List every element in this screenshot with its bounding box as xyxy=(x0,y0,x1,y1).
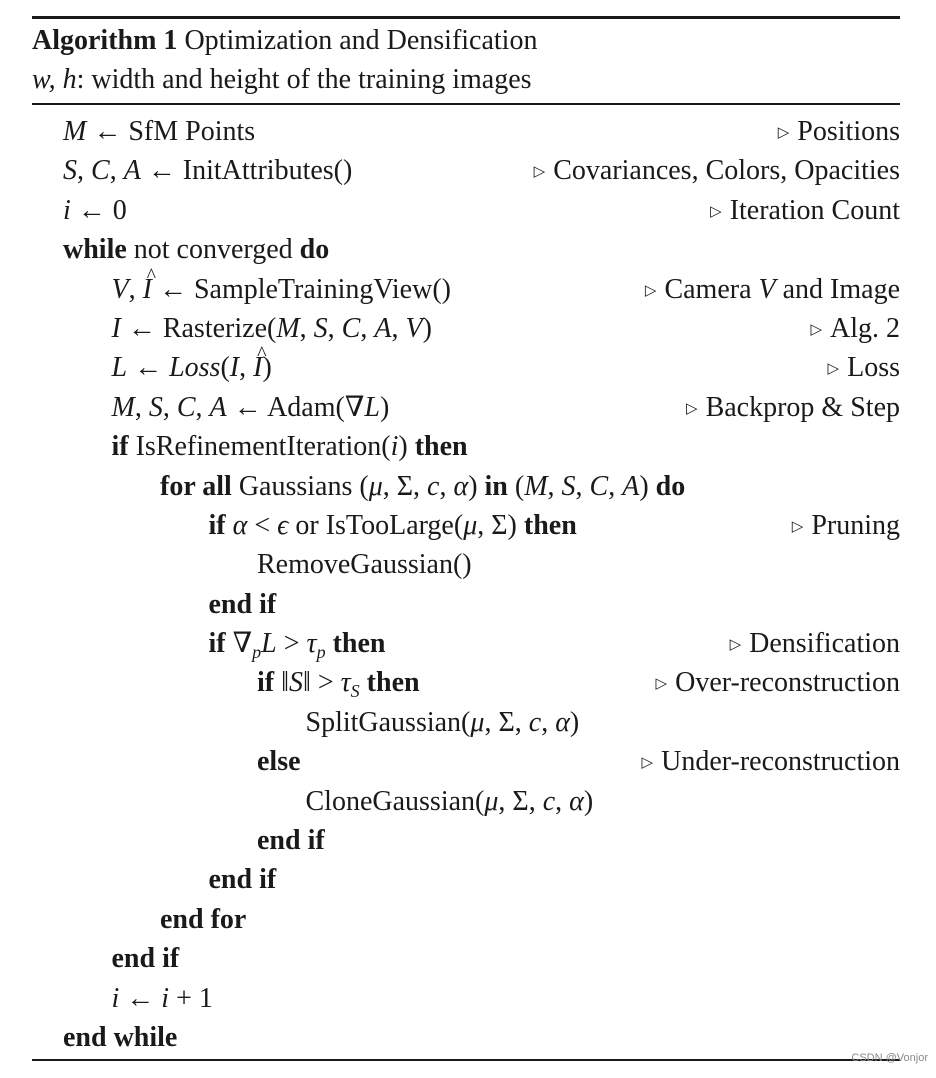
header-rule xyxy=(32,103,900,105)
line-code: end if xyxy=(257,825,325,857)
comment-triangle-icon: ▷ xyxy=(810,321,822,338)
algorithm-label: Algorithm 1 xyxy=(32,25,178,56)
line-code: if ‖S‖ > $\tau_S$ then xyxy=(257,667,420,702)
line-comment xyxy=(656,665,900,702)
algorithm-line xyxy=(0,193,900,232)
line-code: I ← Rasterize(M, S, C, A, V) xyxy=(111,312,432,344)
line-code: else xyxy=(257,746,301,778)
line-code: CloneGaussian(μ, Σ, c, α) xyxy=(305,785,594,817)
comment-text: Alg. 2 xyxy=(830,312,900,344)
line-comment xyxy=(642,744,900,781)
algorithm-line xyxy=(0,823,900,862)
line-comment xyxy=(710,193,900,230)
comment-text: Pruning xyxy=(811,509,900,541)
algorithm-line xyxy=(0,981,900,1020)
algorithm-line xyxy=(0,1020,900,1059)
line-comment xyxy=(686,390,900,427)
comment-triangle-icon: ▷ xyxy=(686,400,698,417)
comment-text: Loss xyxy=(847,352,900,384)
comment-triangle-icon: ▷ xyxy=(655,676,668,693)
line-comment xyxy=(730,626,900,663)
line-code: while not converged do xyxy=(63,234,330,266)
algorithm-line xyxy=(0,311,900,350)
line-code: end while xyxy=(63,1021,178,1053)
algorithm-line xyxy=(0,469,900,508)
line-code: if $\nabla_pL > \tau_p$ then xyxy=(208,628,386,663)
line-code: L ← Loss(I, ^ I) xyxy=(112,350,272,386)
comment-triangle-icon: ▷ xyxy=(533,164,546,181)
algorithm-line xyxy=(0,902,900,941)
line-comment xyxy=(792,508,900,545)
algorithm-line xyxy=(0,232,900,271)
algorithm-line xyxy=(0,705,900,744)
algorithm-line xyxy=(0,350,900,389)
algorithm-line xyxy=(0,429,900,468)
line-code: if α < ϵ or IsTooLarge(μ, Σ) then xyxy=(208,509,577,541)
line-code: i ← i + 1 xyxy=(111,982,213,1014)
comment-text: Under-reconstruction xyxy=(661,746,900,778)
line-comment xyxy=(778,114,900,151)
line-code: end for xyxy=(160,903,247,935)
algorithm-line xyxy=(0,941,900,980)
watermark: CSDN @Vonjor xyxy=(851,1052,928,1064)
top-rule xyxy=(32,16,900,19)
comment-text: Backprop & Step xyxy=(705,391,900,423)
algorithm-line xyxy=(0,862,900,901)
subtitle-variables: w, h xyxy=(32,64,77,95)
algorithm-line xyxy=(0,665,900,704)
line-code: i ← 0 xyxy=(63,194,127,226)
line-code: M ← SfM Points xyxy=(63,116,256,147)
comment-triangle-icon: ▷ xyxy=(729,637,742,654)
line-code: if IsRefinementIteration(i) then xyxy=(111,431,468,463)
line-comment xyxy=(828,350,900,387)
comment-text: Positions xyxy=(797,116,900,147)
algorithm-line xyxy=(0,153,900,192)
comment-triangle-icon: ▷ xyxy=(791,518,804,535)
comment-triangle-icon: ▷ xyxy=(827,361,840,378)
algorithm-line xyxy=(0,508,900,547)
algorithm-line xyxy=(0,784,900,823)
line-code: RemoveGaussian() xyxy=(257,549,472,581)
comment-text: Covariances, Colors, Opacities xyxy=(553,155,900,187)
algorithm-body xyxy=(0,114,900,1059)
algorithm-title: Optimization and Densification xyxy=(184,25,538,56)
algorithm-subtitle xyxy=(32,63,532,97)
comment-triangle-icon: ▷ xyxy=(641,755,654,772)
algorithm-line xyxy=(0,390,900,429)
bottom-rule xyxy=(32,1059,900,1061)
algorithm-caption xyxy=(32,24,537,58)
subtitle-text: : width and height of the training images xyxy=(76,64,532,95)
comment-text: Densification xyxy=(749,628,900,660)
comment-triangle-icon: ▷ xyxy=(777,125,790,141)
algorithm-line xyxy=(0,272,900,311)
algorithm-line xyxy=(0,547,900,586)
line-code: S, C, A ← InitAttributes() xyxy=(63,155,353,187)
line-code: V, ^ I ← SampleTrainingView() xyxy=(112,272,451,308)
line-code: M, S, C, A ← Adam(∇L) xyxy=(111,391,390,423)
comment-triangle-icon: ▷ xyxy=(644,282,657,299)
algorithm-line xyxy=(0,744,900,783)
line-code: for all Gaussians (μ, Σ, c, α) in (M, S, C, A) do xyxy=(160,470,686,502)
line-code: SplitGaussian(μ, Σ, c, α) xyxy=(305,706,580,738)
line-code: end if xyxy=(208,864,277,896)
line-comment xyxy=(645,272,900,309)
comment-triangle-icon: ▷ xyxy=(710,203,722,220)
line-code: end if xyxy=(111,943,180,975)
comment-text: Over-reconstruction xyxy=(675,667,900,699)
line-comment xyxy=(810,311,900,348)
comment-text: Iteration Count xyxy=(729,194,900,226)
algorithm-line xyxy=(0,114,900,153)
algorithm-line xyxy=(0,626,900,665)
line-code: end if xyxy=(208,588,277,620)
comment-text: Camera V and Image xyxy=(664,273,900,305)
algorithm-line xyxy=(0,587,900,626)
line-comment xyxy=(534,153,900,190)
